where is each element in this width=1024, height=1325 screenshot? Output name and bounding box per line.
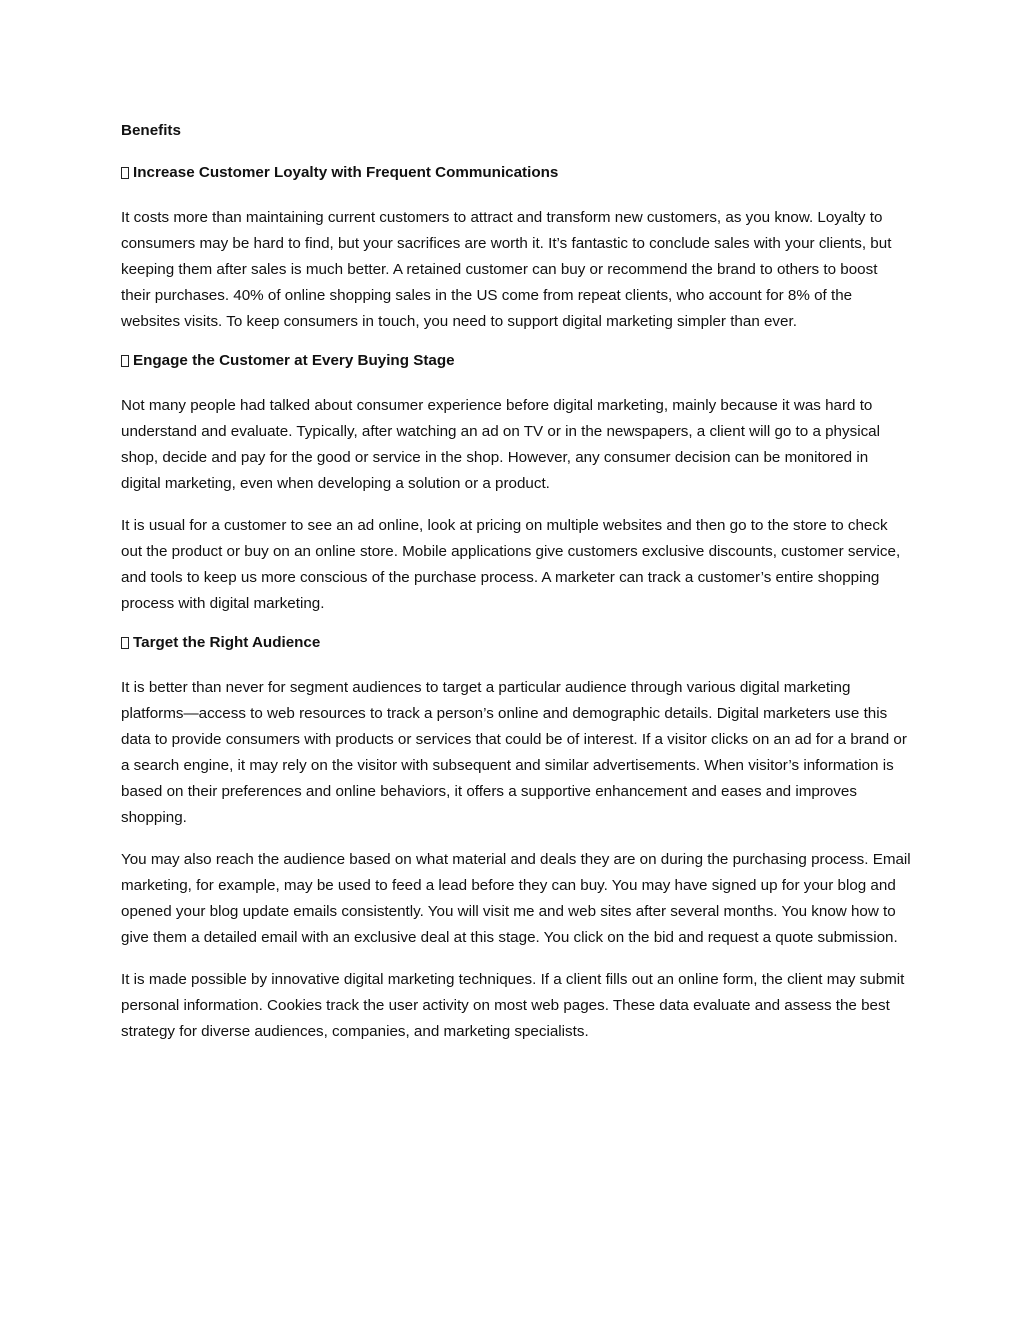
section-heading-loyalty: [121, 163, 911, 183]
missing-glyph-box-icon: [121, 167, 129, 179]
page-title: Benefits: [121, 122, 181, 139]
paragraph: You may also reach the audience based on what material and deals they are on during the purchasing process. Email marketing, for example, may be used to feed a lead before they can buy. You may have signed up for your blog and opened your blog update emails consistently. You will visit me and web sites after several months. You know how to give them a detailed email with an exclusive deal at this stage. You click on the bid and request a quote submission.: [121, 851, 911, 946]
section-heading-target: [121, 633, 911, 653]
paragraph: It is made possible by innovative digital marketing techniques. If a client fills out an online form, the client may submit personal information. Cookies track the user activity on most web pages. These data evaluate and assess the best strategy for diverse audiences, companies, and marketing specialists.: [121, 971, 905, 1040]
section-heading-engage: [121, 351, 911, 371]
paragraph: It costs more than maintaining current customers to attract and transform new customers, as you know. Loyalty to consumers may be hard to find, but your sacrifices are worth it. It’s fantastic to conclude sales with your clients, but keeping them after sales is much better. A retained customer can buy or recommend the brand to others to boost their purchases. 40% of online shopping sales in the US come from repeat clients, who account for 8% of the websites visits. To keep consumers in touch, you need to support digital marketing simpler than ever.: [121, 209, 892, 330]
missing-glyph-box-icon: [121, 637, 129, 649]
document-page: [121, 121, 911, 1061]
missing-glyph-box-icon: [121, 355, 129, 367]
paragraph: It is usual for a customer to see an ad online, look at pricing on multiple websites and then go to the store to check out the product or buy on an online store. Mobile applications give customers exclusive discounts, customer service, and tools to keep us more conscious of the purchase process. A marketer can track a customer’s entire shopping process with digital marketing.: [121, 517, 901, 612]
section-heading-text: Target the Right Audience: [133, 634, 321, 651]
paragraph: It is better than never for segment audiences to target a particular audience through various digital marketing platforms—access to web resources to track a person’s online and demographic details. Digital marketers use this data to provide consumers with products or services that could be of interest. If a visitor clicks on an ad for a brand or a search engine, it may rely on the visitor with subsequent and similar advertisements. When visitor’s information is based on their preferences and online behaviors, it offers a supportive enhancement and eases and improves shopping.: [121, 679, 907, 826]
section-heading-text: Increase Customer Loyalty with Frequent Communications: [133, 164, 559, 181]
paragraph: Not many people had talked about consumer experience before digital marketing, mainly because it was hard to understand and evaluate. Typically, after watching an ad on TV or in the newspapers, a client will go to a physical shop, decide and pay for the good or service in the shop. However, any consumer decision can be monitored in digital marketing, even when developing a solution or a product.: [121, 397, 880, 492]
section-heading-text: Engage the Customer at Every Buying Stage: [133, 352, 455, 369]
